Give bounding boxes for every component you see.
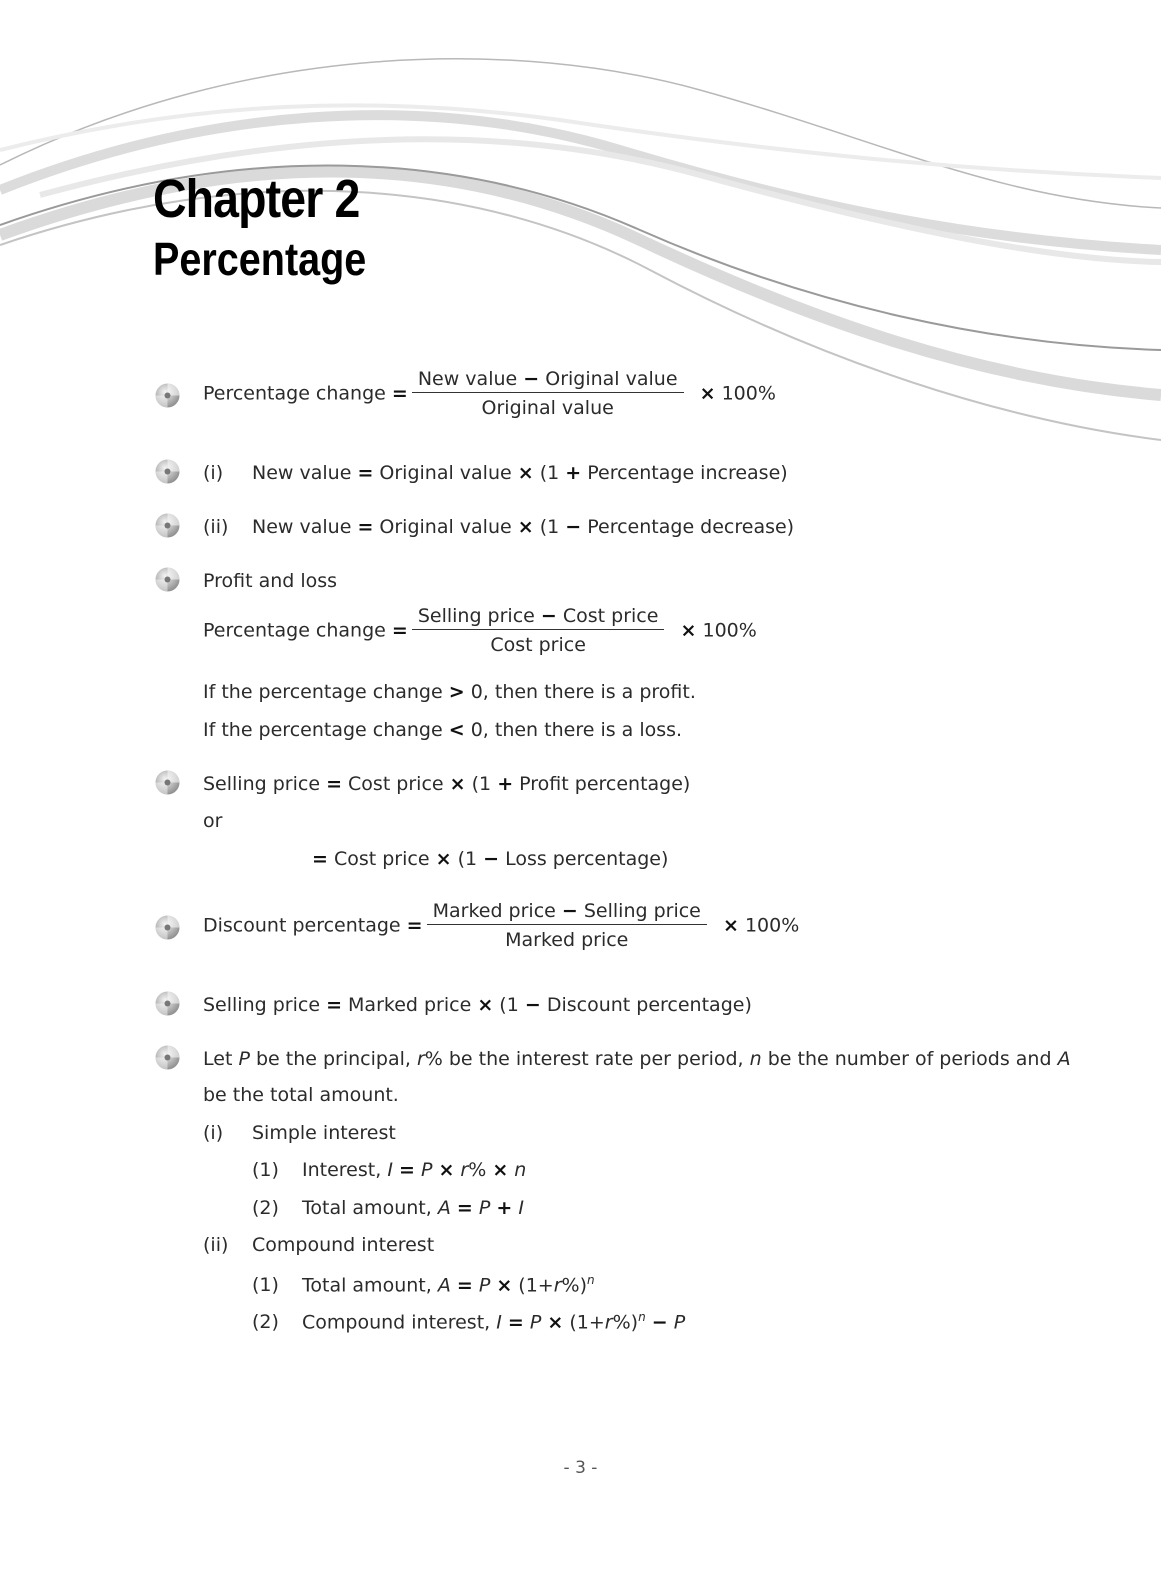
simple-interest-heading: (i) Simple interest [203, 1122, 396, 1144]
bullet-icon [154, 566, 181, 593]
new-value-increase-formula: (i) New value = Original value × (1 + Percentage increase) [203, 462, 788, 484]
profit-condition: If the percentage change > 0, then there is a profit. [203, 681, 696, 703]
simple-interest-formula: (1) Interest, I = P × r% × n [252, 1159, 527, 1181]
percentage-change-formula: Percentage change = $\frac{\text{New value − Original value}}{\text{Original value}}$ × 100% [203, 368, 776, 419]
bullet-icon [154, 990, 181, 1017]
simple-total-amount-formula: (2) Total amount, A = P + I [252, 1197, 524, 1219]
profit-loss-formula: Percentage change = $\frac{\text{Selling price − Cost price}}{\text{Cost price}}$ × 100% [203, 605, 757, 656]
page-number: - 3 - [563, 1458, 598, 1478]
compound-total-amount-formula: (1) Total amount, $A = P \times (1+r\%)^n$ [252, 1273, 595, 1297]
fraction: $\frac{\text{New value − Original value}}{\text{Original value}}$ [412, 370, 684, 418]
selling-price-loss-formula: = Cost price × (1 − Loss percentage) [312, 848, 669, 870]
compound-interest-heading: (ii) Compound interest [203, 1234, 435, 1256]
bullet-icon [154, 769, 181, 796]
selling-price-discount-formula: Selling price = Marked price × (1 − Discount percentage) [203, 994, 752, 1016]
interest-intro: Let P be the principal, r% be the interest rate per period, n be the number of periods and A [203, 1048, 1071, 1070]
fraction: $\frac{\text{Selling price − Cost price}}{\text{Cost price}}$ [412, 607, 665, 655]
bullet-icon [154, 1044, 181, 1071]
interest-intro-continued: be the total amount. [203, 1084, 399, 1106]
bullet-icon [154, 382, 181, 409]
profit-loss-heading: Profit and loss [203, 570, 338, 592]
compound-interest-formula: (2) Compound interest, $I = P \times (1+r\%)^n - P$ [252, 1310, 686, 1334]
selling-price-profit-formula: Selling price = Cost price × (1 + Profit percentage) [203, 773, 691, 795]
or-text: or [203, 810, 223, 832]
new-value-decrease-formula: (ii) New value = Original value × (1 − Percentage decrease) [203, 516, 795, 538]
loss-condition: If the percentage change < 0, then there is a loss. [203, 719, 683, 741]
chapter-title: Percentage [153, 233, 367, 285]
chapter-number: Chapter 2 [153, 169, 360, 229]
discount-percentage-formula: Discount percentage = $\frac{\text{Marked price − Selling price}}{\text{Marked price}}$ × 100% [203, 900, 800, 951]
bullet-icon [154, 512, 181, 539]
bullet-icon [154, 458, 181, 485]
fraction: $\frac{\text{Marked price − Selling price}}{\text{Marked price}}$ [427, 902, 707, 950]
bullet-icon [154, 914, 181, 941]
